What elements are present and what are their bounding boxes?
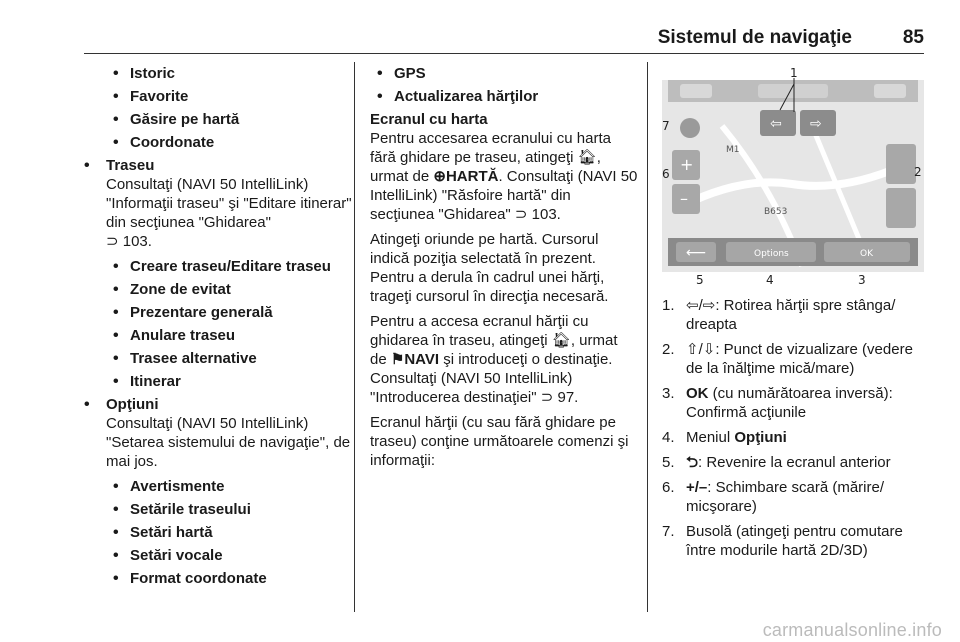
svg-text:Options: Options bbox=[754, 249, 789, 259]
view-up-button bbox=[886, 144, 916, 184]
map-icon: ⊕ bbox=[433, 168, 446, 185]
list-item: • Creare traseu/Editare traseu bbox=[106, 257, 352, 276]
section-traseu: • Traseu bbox=[84, 156, 352, 175]
list-item: • Coordonate bbox=[106, 133, 352, 152]
home-icon: 🏠︎ bbox=[551, 332, 571, 349]
list-item: • Găsire pe hartă bbox=[106, 110, 352, 129]
list-item: • Trasee alternative bbox=[106, 349, 352, 368]
list-item: • Setări vocale bbox=[106, 546, 352, 565]
list-item: 2. ⇧/⇩: Punct de vizualizare (vedere de la înălţime mică/mare) bbox=[662, 341, 913, 377]
list-item: • GPS bbox=[370, 64, 638, 83]
optiuni-text: Consultaţi (NAVI 50 IntelliLink) "Setarea sistemului de navigaţie", de mai jos. bbox=[106, 415, 351, 470]
callout-5: 5 bbox=[696, 273, 704, 287]
callout-2: 2 bbox=[914, 165, 922, 179]
list-item: • Favorite bbox=[106, 87, 352, 106]
paragraph: Ecranul hărţii (cu sau fără ghidare pe traseu) conţine următoarele comenzi şi informaţii: bbox=[370, 414, 629, 469]
zoom-icon: +/– bbox=[686, 479, 708, 496]
svg-text:–: – bbox=[680, 189, 688, 208]
view-icon: ⇧/⇩ bbox=[686, 341, 716, 358]
list-item: 3. OK (cu numărătoarea inversă): Confirmă acţiunile bbox=[662, 385, 893, 421]
watermark: carmanualsonline.info bbox=[762, 620, 942, 640]
paragraph: Atingeţi oriunde pe hartă. Cursorul indică poziţia selectată în prezent. Pentru a derula în cadrul unei hărţi, trageţi cursorul în direcţia necesară. bbox=[370, 231, 609, 305]
column-middle bbox=[370, 64, 638, 476]
section-optiuni: • Opţiuni bbox=[84, 395, 352, 414]
back-arrow-icon: ⮌ bbox=[686, 454, 699, 471]
svg-text:B653: B653 bbox=[764, 207, 788, 217]
svg-text:⇦: ⇦ bbox=[770, 116, 782, 132]
list-item: 6. +/–: Schimbare scară (mărire/ micşorare) bbox=[662, 479, 884, 515]
traseu-text: Consultaţi (NAVI 50 IntelliLink) "Informaţii traseu" şi "Editare itinerar" din secţiunea "Ghidarea" ⊃ 103. bbox=[106, 176, 352, 250]
compass-icon bbox=[680, 118, 700, 138]
list-item: • Setările traseului bbox=[106, 500, 352, 519]
list-item: 5. ⮌: Revenire la ecranul anterior bbox=[662, 454, 891, 471]
flag-icon: ⚑ bbox=[390, 351, 405, 368]
list-item: • Anulare traseu bbox=[106, 326, 352, 345]
list-item: • Istoric bbox=[106, 64, 352, 83]
view-down-button bbox=[886, 188, 916, 228]
list-item: • Itinerar bbox=[106, 372, 352, 391]
home-icon: 🏠︎ bbox=[577, 149, 597, 166]
svg-text:+: + bbox=[680, 155, 694, 174]
page-number: 85 bbox=[902, 27, 924, 48]
callout-1: 1 bbox=[790, 66, 798, 80]
svg-text:⇨: ⇨ bbox=[810, 116, 822, 132]
list-item: • Avertismente bbox=[106, 477, 352, 496]
page-ref-icon: ⊃ bbox=[106, 233, 119, 250]
list-item: • Format coordonate bbox=[106, 569, 352, 588]
callout-6: 6 bbox=[662, 167, 670, 181]
callout-7: 7 bbox=[662, 119, 670, 133]
svg-text:M1: M1 bbox=[726, 145, 740, 155]
map-screen-figure bbox=[662, 66, 924, 288]
list-item: • Zone de evitat bbox=[106, 280, 352, 299]
paragraph: Pentru accesarea ecranului cu harta fără ghidare pe traseu, atingeţi 🏠︎, urmat de ⊕HARTĂ. Consultaţi (NAVI 50 IntelliLink) "Răsfoire hartă" din secţiunea "Ghidarea" ⊃ 103. bbox=[370, 130, 638, 223]
list-item: • Prezentare generală bbox=[106, 303, 352, 322]
section-heading: Ecranul cu harta bbox=[370, 111, 488, 128]
legend-list bbox=[662, 296, 932, 566]
paragraph: Pentru a accesa ecranul hărţii cu ghidarea în traseu, atingeţi 🏠︎, urmat de ⚑NAVI şi introduceţi o destinaţie. Consultaţi (NAVI 50 IntelliLink) "Introducerea destinaţiei" ⊃ 97. bbox=[370, 313, 618, 406]
callout-3: 3 bbox=[858, 273, 866, 287]
page-title: Sistemul de navigaţie bbox=[657, 27, 852, 48]
rotate-icon: ⇦/⇨ bbox=[686, 297, 716, 314]
page-ref-icon: ⊃ bbox=[514, 206, 528, 223]
header-rule bbox=[84, 53, 924, 54]
list-item: 7. Busolă (atingeţi pentru comutare între modurile hartă 2D/3D) bbox=[662, 523, 903, 559]
callout-4: 4 bbox=[766, 273, 774, 287]
list-item: 1. ⇦/⇨: Rotirea hărţii spre stânga/ dreapta bbox=[662, 297, 896, 333]
svg-text:⟵: ⟵ bbox=[686, 245, 707, 261]
list-item: 4. Meniul Opţiuni bbox=[662, 429, 787, 446]
column-divider-1 bbox=[354, 62, 355, 612]
page-ref-icon: ⊃ bbox=[540, 389, 554, 406]
column-divider-2 bbox=[647, 62, 648, 612]
column-left bbox=[84, 64, 352, 592]
list-item: • Setări hartă bbox=[106, 523, 352, 542]
page-header bbox=[0, 0, 960, 58]
list-item: • Actualizarea hărţilor bbox=[370, 87, 638, 106]
svg-text:OK: OK bbox=[860, 249, 873, 259]
